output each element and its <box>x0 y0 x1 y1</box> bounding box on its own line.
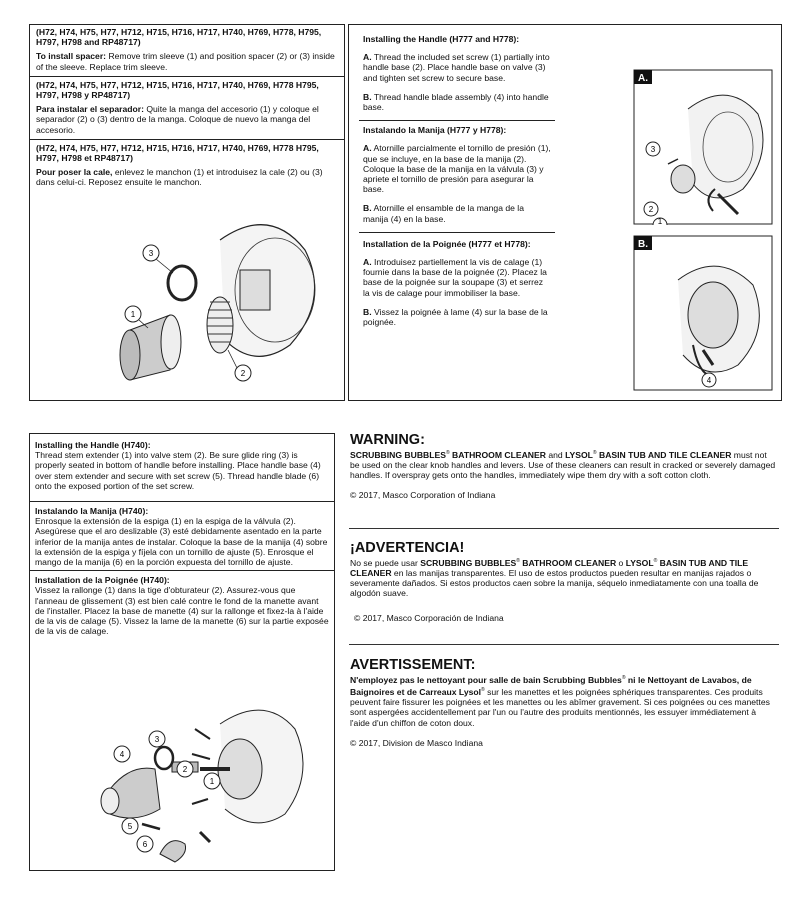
copyright-en: © 2017, Masco Corporation of Indiana <box>350 490 496 501</box>
callout-1: 1 <box>130 310 136 319</box>
callout-2: 2 <box>240 369 246 378</box>
h777-text: Installing the Handle (H777 and H778): A. Thread the included set screw (1) partially into handle base (2). Place handle base on valve (3) and tighten set screw to secure base. B. Thread handle blade assembly (4) into handle base. Instalando la Manija (H777 y H778): A. Atornille parcialmente el tornillo de presión (1), que se incluye, en la base de la manija (2). Coloque la base de la manija en la válvula (3) y apriete el tornillo de presión para asegurar la base. B. Atornille el ensamble de la manga de la manija (4) en la base. Installation de la Poignée (H777 et H778): A. Introduisez partiellement la vis de calage (1) fournie dans la base de la poignée (2). Placez la base de la poignée sur la soupape (3) et serrez la vis de calage pour immobiliser la base. B. Vissez la poignée à lame (4) sur la base de la poignée. <box>363 34 551 327</box>
h777-heading-es: Instalando la Manija (H777 y H778): <box>363 125 507 136</box>
spacer-text <box>36 27 338 188</box>
handle-h740-panel <box>29 433 335 871</box>
warning-text-fr: N'employez pas le nettoyant pour salle de bain Scrubbing Bubbles® ni le Nettoyant de Lavabos, de Baignoires et de Carreaux Lysol® sur les manettes et les poignées sphériques transparentes. Ces produits peuvent faire fissurer les poignées et les manettes ou les abîmer gravement. Si ces poignées ou ces manettes sont aspergées accidentellement par l'un ou l'autre des produits mentionnés, les essuyer immédiatement à l'aide d'un chiffon de coton doux. <box>350 674 770 728</box>
figa-callout-3: 3 <box>650 145 656 154</box>
spacer-en: To install spacer: Remove trim sleeve (1) and position spacer (2) or (3) inside of the sleeve. Replace trim sleeve. <box>36 51 335 72</box>
figa-callout-1: 1 <box>657 217 663 225</box>
figb-callout-4: 4 <box>706 376 712 385</box>
figure-a <box>633 69 773 225</box>
figure-b-label: B. <box>638 239 648 250</box>
callout-3: 3 <box>148 249 154 258</box>
h740-callout-3: 3 <box>154 735 160 744</box>
figa-callout-2: 2 <box>648 205 654 214</box>
warnings-section <box>350 432 778 501</box>
h740-diagram <box>80 674 320 864</box>
figure-b <box>633 235 773 391</box>
h740-callout-6: 6 <box>142 840 148 849</box>
h740-callout-1: 1 <box>209 777 215 786</box>
models-fr: (H72, H74, H75, H77, H712, H715, H716, H717, H740, H769, H778 H795, H797, H798 et RP48717) <box>36 142 319 164</box>
h740-callout-5: 5 <box>127 822 133 831</box>
spacer-instructions-panel <box>29 24 345 401</box>
spacer-fr: Pour poser la cale, enlevez le manchon (1) et introduisez la cale (2) ou (3) dans celui-ci. Reposez ensuite le manchon. <box>36 167 323 188</box>
warnings-section-es <box>350 540 778 623</box>
h777-heading-fr: Installation de la Poignée (H777 et H778): <box>363 238 531 249</box>
warning-text-es: No se puede usar SCRUBBING BUBBLES® BATHROOM CLEANER o LYSOL® BASIN TUB AND TILE CLEANER en las manijas transparentes. El uso de estos productos pueden resultar en manijas rajados o severamente dañados. Si estos productos caen sobre la manija, séquelo inmediatamente con una toalla de algodón suave. <box>350 557 759 599</box>
models-en: (H72, H74, H75, H77, H712, H715, H716, H717, H740, H769, H778, H795, H797, H798 and RP48717) <box>36 27 322 48</box>
figure-a-label: A. <box>638 73 648 84</box>
models-es: (H72, H74, H75, H77, H712, H715, H716, H717, H740, H769, H778 H795, H797, H798 y RP48717) <box>36 79 319 101</box>
h740-callout-2: 2 <box>182 765 188 774</box>
h740-callout-4: 4 <box>119 750 125 759</box>
h740-heading-fr: Installation de la Poignée (H740): <box>35 575 170 586</box>
warning-heading-fr: AVERTISSEMENT: <box>350 657 476 673</box>
copyright-es: © 2017, Masco Corporación de Indiana <box>354 612 504 623</box>
h740-text: Installing the Handle (H740): Thread stem extender (1) into valve stem (2). Be sure glide ring (3) is properly seated in bottom of handle before installing. Place handle base (4) over stem extender and secure with set screw (5). Thread handle blade (6) onto the exposed portion of the set screw. Instalando la Manija (H740): Enrosque la extensión de la espiga (1) en la espiga de la válvula (2). Asegúrese que el aro deslizable (3) esté debidamente asentado en la parte inferior de la manija antes de instalar. Coloque la base de la manija (4) sobre la extensión de la espiga y fíjela con un tornillo de ajuste (5). Enrosque el mango de la manija (6) en la porción expuesta del tornillo de ajuste. Installation de la Poignée (H740): Vissez la rallonge (1) dans la tige d'obturateur (2). Assurez-vous que l'anneau de glissement (3) est bien calé contre le fond de la manette avant de l'installer. Placez la base de manette (4) sur la rallonge et fixez-la à l'aide de la vis de calage (5). Vissez la lame de la manette (6) sur la partie exposée de la vis de calage. <box>35 440 329 636</box>
spacer-diagram <box>90 210 330 395</box>
spacer-es: Para instalar el separador: Quite la manga del accesorio (1) y coloque el separador (2) o (3) dentro de la manga. Coloque de nuevo la manga del accesorio. <box>36 104 319 135</box>
h740-heading-en: Installing the Handle (H740): <box>35 440 151 450</box>
copyright-fr: © 2017, Division de Masco Indiana <box>350 737 483 748</box>
warnings-section-fr <box>350 657 778 748</box>
warning-heading-en: WARNING: <box>350 432 425 448</box>
h777-heading-en: Installing the Handle (H777 and H778): <box>363 34 520 44</box>
h740-heading-es: Instalando la Manija (H740): <box>35 506 149 517</box>
warning-text-en: SCRUBBING BUBBLES® BATHROOM CLEANER and LYSOL® BASIN TUB AND TILE CLEANER must not be used on the clear knob handles and levers. Use of these cleaners can result in cracked or severely damaged handles. If overspray gets onto the handles, immediately wipe them dry with a soft cotton cloth. <box>350 449 776 481</box>
handle-h777-panel <box>348 24 782 401</box>
warning-heading-es: ¡ADVERTENCIA! <box>350 540 465 556</box>
